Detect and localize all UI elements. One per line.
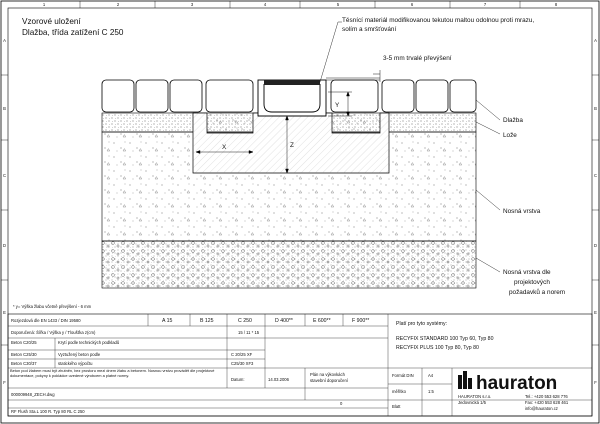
base-layer-label: Nosná vrstva: [503, 208, 541, 215]
frame-col-4: 4: [263, 2, 267, 7]
brand-wordmark: hauraton: [476, 373, 558, 394]
concrete-value-1: C 20/25 XF: [231, 352, 253, 357]
height-note: 3-5 mm trvalé převýšení: [383, 55, 452, 62]
revision: 0: [340, 401, 343, 406]
class-c250: C 250: [238, 318, 252, 324]
recommended-value: 15 / 11 * 15: [238, 330, 260, 335]
frame-col-2: 2: [116, 2, 120, 7]
class-d400: D 400**: [275, 318, 293, 324]
class-a15: A 15: [162, 318, 173, 324]
plan-sublabel: stavební doporučení: [310, 378, 348, 383]
drainage-channel: [258, 80, 326, 116]
left-label-5: Beton C30/37: [11, 361, 37, 366]
date-label: Datum:: [231, 377, 245, 382]
recommended-label: Doporučená: Šířka / Výška y / Tloušťka z(cm): [11, 330, 96, 335]
drawing-subtitle: Dlažba, třída zatížení C 250: [22, 28, 124, 37]
lower-base-label: Nosná vrstva dle: [503, 269, 551, 276]
dimension-x: X: [222, 144, 227, 151]
frame-row-d-right: D: [593, 243, 598, 248]
frame-row-a: A: [3, 38, 6, 43]
frame-row-b-right: B: [594, 106, 597, 111]
format-value: A4: [428, 373, 434, 378]
usage-item-2: RECYFIX PLUS 100 Typ 80, Typ 80: [396, 345, 479, 351]
bedding-label: Lože: [503, 132, 517, 139]
format-label: Formát DIN: [392, 373, 414, 378]
concrete-value-2: C25/30 XF3: [231, 361, 254, 366]
address-3: Tel.: +420 553 628 776: [525, 394, 568, 399]
plan-label: Plán na výkovkách: [310, 372, 345, 377]
paving-label: Dlažba: [503, 117, 523, 124]
lower-base-label-3: požadavků a norem: [509, 289, 566, 296]
frame-row-c-right: C: [593, 173, 598, 178]
sealant-label-2: solím a smršťování: [342, 26, 397, 33]
address-2: Jedovnická 1/5: [458, 400, 486, 405]
cross-section: [102, 70, 476, 288]
frame-col-6: 6: [410, 2, 414, 7]
lower-base-label-2: projektových: [514, 279, 550, 286]
installation-notes: Beton pod žlabem musí být zhutněn, bez prostoru mezi dnem žlabu a betonem. Nosnou vrstvu provádět dle projektové dokumentace, pokyny k pokládce uvedené výrobcem a platné normy.: [10, 369, 215, 378]
left-label-6: statického výpočtu: [58, 361, 93, 366]
left-label-2: Krytí podle technických podkladů: [58, 340, 120, 345]
left-label-3: Beton C25/30: [11, 352, 37, 357]
drawing-title: Vzorové uložení: [22, 17, 81, 26]
title-block: [8, 314, 592, 416]
frame-col-3: 3: [190, 2, 194, 7]
drawing-description: RF Flush Sta.L 100 R. Typ 80 RL C 250: [11, 409, 85, 414]
frame-row-e-right: E: [594, 310, 597, 315]
address-4: Fax: +420 553 628 461: [525, 400, 569, 405]
frame-row-a-right: A: [594, 38, 597, 43]
footnote: * y= Výška žlabu včetně převýšení - 6 mm: [13, 304, 92, 309]
sheet-label: Blatt: [392, 404, 401, 409]
frame-row-c: C: [2, 173, 7, 178]
usage-label: Platí pro tyto systémy:: [396, 321, 448, 327]
usage-item-1: RECYFIX STANDARD 100 Typ 60, Typ 80: [396, 336, 494, 342]
scale-label: měřítko: [392, 389, 406, 394]
grating: [264, 80, 320, 85]
frame-col-5: 5: [336, 2, 340, 7]
norm-label: Rozjezdová dle EN 1433 / DIN 19580: [11, 318, 81, 323]
drawing-file: 000009948_ZECH.dwg: [11, 392, 55, 397]
frame-col-8: 8: [554, 2, 558, 7]
hauraton-logo: [458, 371, 557, 394]
dimension-y: Y: [335, 102, 340, 109]
sealant-label: Těsnící materiál modifikovanou tekutou maltou odolnou proti mrazu,: [342, 17, 535, 24]
frame-col-1: 1: [42, 2, 46, 7]
dimension-z: Z: [290, 142, 294, 149]
frame-col-7: 7: [483, 2, 487, 7]
class-b125: B 125: [200, 318, 214, 324]
frame-row-f-right: F: [594, 380, 597, 385]
scale-value: 1:5: [428, 389, 434, 394]
date-value: 14.03.2006: [268, 377, 289, 382]
class-f900: F 900**: [352, 318, 370, 324]
address-5: info@hauraton.cz: [525, 406, 558, 411]
frame-row-d: D: [2, 243, 7, 248]
address-1: HAURATON s.r.o.: [458, 394, 492, 399]
left-label-4: Vyztužený beton podle: [58, 352, 101, 357]
class-e600: E 600**: [313, 318, 331, 324]
frame-row-e: E: [3, 310, 6, 315]
frame-row-f: F: [3, 380, 6, 385]
frame-row-b: B: [3, 106, 6, 111]
left-label-1: Beton C20/25: [11, 340, 37, 345]
